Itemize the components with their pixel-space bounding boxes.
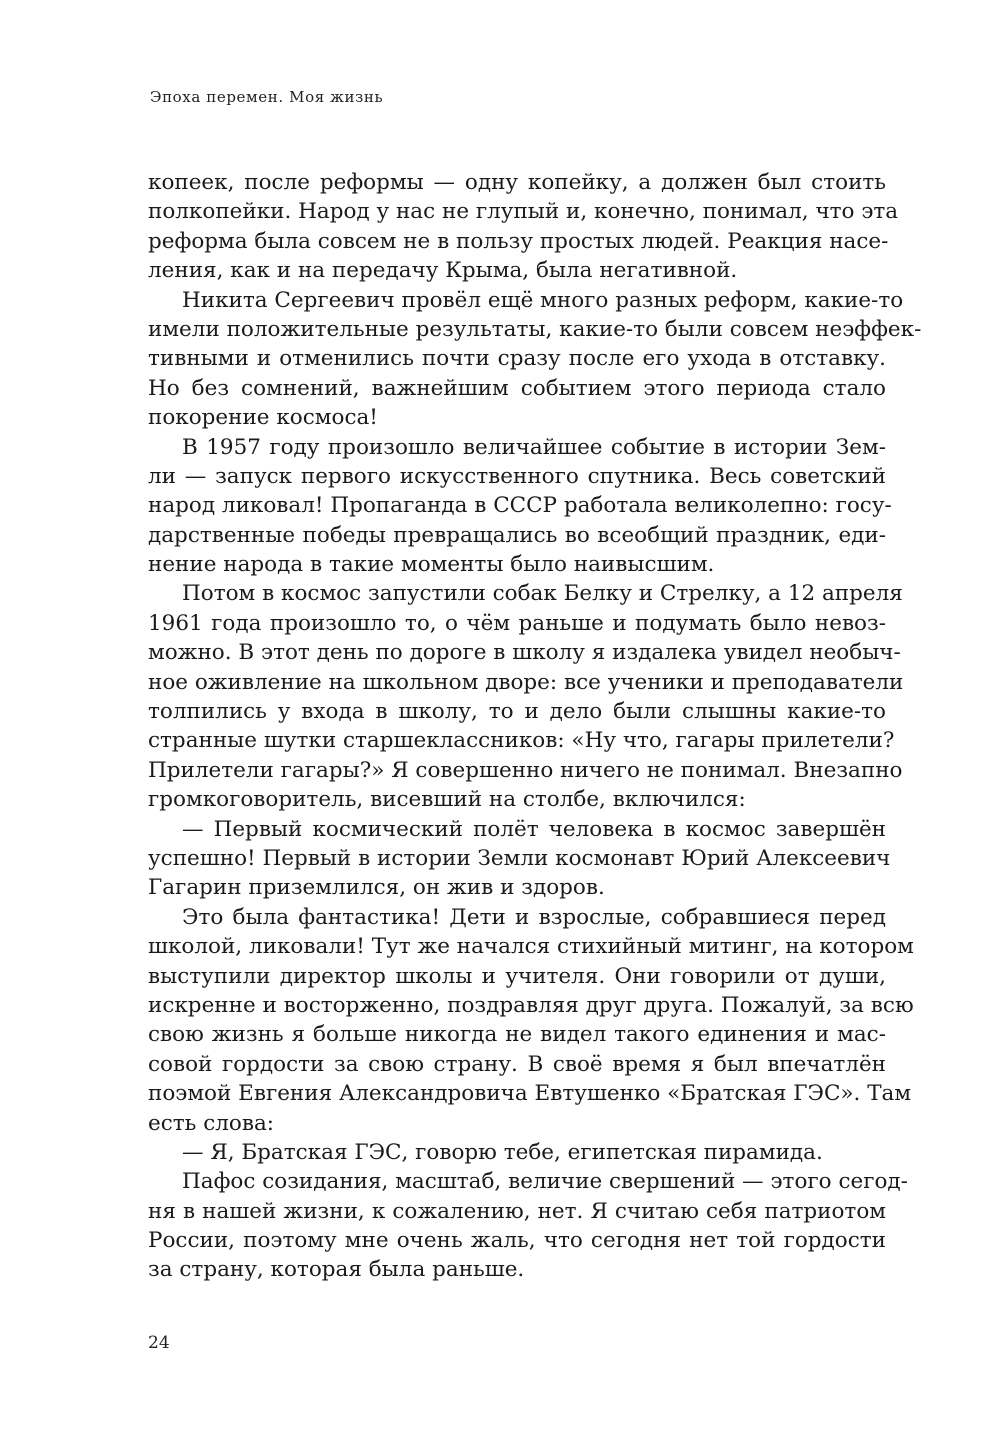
- text-line: ли — запуск первого искусственного спутника. Весь советский: [148, 463, 886, 489]
- paragraph: [148, 1138, 886, 1167]
- text-line: школой, ликовали! Тут же начался стихийный митинг, на котором: [148, 934, 914, 960]
- body-text: [148, 168, 922, 1285]
- text-line: странные шутки старшеклассников: «Ну что, гагары прилетели?: [148, 728, 895, 754]
- text-line: Никита Сергеевич провёл ещё много разных реформ, какие-то: [182, 287, 904, 313]
- text-line: можно. В этот день по дороге в школу я издалека увидел необыч-: [148, 640, 901, 666]
- text-line: копеек, после реформы — одну копейку, а должен был стоить: [148, 170, 886, 195]
- text-line: имели положительные результаты, какие-то были совсем неэффек-: [148, 316, 922, 342]
- text-line: за страну, которая была раньше.: [148, 1257, 525, 1283]
- text-line: успешно! Первый в истории Земли космонавт Юрий Алексеевич: [148, 845, 891, 871]
- text-line: реформа была совсем не в пользу простых людей. Реакция насе-: [148, 228, 889, 254]
- text-line: — Я, Братская ГЭС, говорю тебе, египетская пирамида.: [182, 1139, 823, 1165]
- text-line: ня в нашей жизни, к сожалению, нет. Я считаю себя патриотом: [148, 1198, 886, 1224]
- paragraph: [148, 815, 891, 903]
- page-number: 24: [148, 1333, 170, 1353]
- text-line: Гагарин приземлился, он жив и здоров.: [148, 875, 605, 901]
- text-line: Потом в космос запустили собак Белку и Стрелку, а 12 апреля: [182, 581, 903, 607]
- text-line: совой гордости за свою страну. В своё время я был впечатлён: [148, 1051, 886, 1077]
- text-line: Это была фантастика! Дети и взрослые, собравшиеся перед: [182, 904, 886, 930]
- text-line: нение народа в такие моменты было наивысшим.: [148, 552, 715, 578]
- running-head-title: Эпоха перемен. Моя жизнь: [150, 88, 384, 106]
- text-line: ления, как и на передачу Крыма, была негативной.: [148, 258, 738, 284]
- text-line: В 1957 году произошло величайшее событие в истории Зем-: [182, 434, 886, 460]
- paragraph: [148, 433, 892, 580]
- text-line: Пафос созидания, масштаб, величие свершений — этого сегод-: [182, 1169, 908, 1195]
- text-line: дарственные победы превращались во всеобщий праздник, еди-: [148, 522, 886, 548]
- paragraph: [148, 1167, 908, 1285]
- text-line: свою жизнь я больше никогда не видел такого единения и мас-: [148, 1022, 886, 1048]
- text-line: толпились у входа в школу, то и дело были слышны какие-то: [148, 699, 886, 725]
- paragraph: [148, 286, 922, 433]
- text-line: 1961 года произошло то, о чём раньше и подумать было невоз-: [148, 610, 886, 636]
- text-line: Прилетели гагары?» Я совершенно ничего не понимал. Внезапно: [148, 757, 903, 783]
- text-line: Но без сомнений, важнейшим событием этого периода стало: [148, 375, 886, 401]
- paragraph: [148, 168, 899, 286]
- text-line: — Первый космический полёт человека в космос завершён: [182, 816, 886, 842]
- paragraph: [148, 579, 904, 814]
- text-line: полкопейки. Народ у нас не глупый и, конечно, понимал, что эта: [148, 199, 899, 225]
- text-line: покорение космоса!: [148, 405, 378, 431]
- text-line: громкоговоритель, висевший на столбе, включился:: [148, 787, 746, 813]
- text-line: тивными и отменились почти сразу после его ухода в отставку.: [148, 346, 886, 372]
- text-line: искренне и восторженно, поздравляя друг друга. Пожалуй, за всю: [148, 992, 914, 1018]
- text-line: России, поэтому мне очень жаль, что сегодня нет той гордости: [148, 1228, 886, 1254]
- text-line: поэмой Евгения Александровича Евтушенко «Братская ГЭС». Там: [148, 1081, 912, 1107]
- text-line: есть слова:: [148, 1110, 275, 1136]
- text-line: народ ликовал! Пропаганда в СССР работала великолепно: госу-: [148, 493, 892, 519]
- paragraph: [148, 903, 914, 1138]
- text-line: выступили директор школы и учителя. Они говорили от души,: [148, 963, 886, 989]
- text-line: ное оживление на школьном дворе: все ученики и преподаватели: [148, 669, 904, 695]
